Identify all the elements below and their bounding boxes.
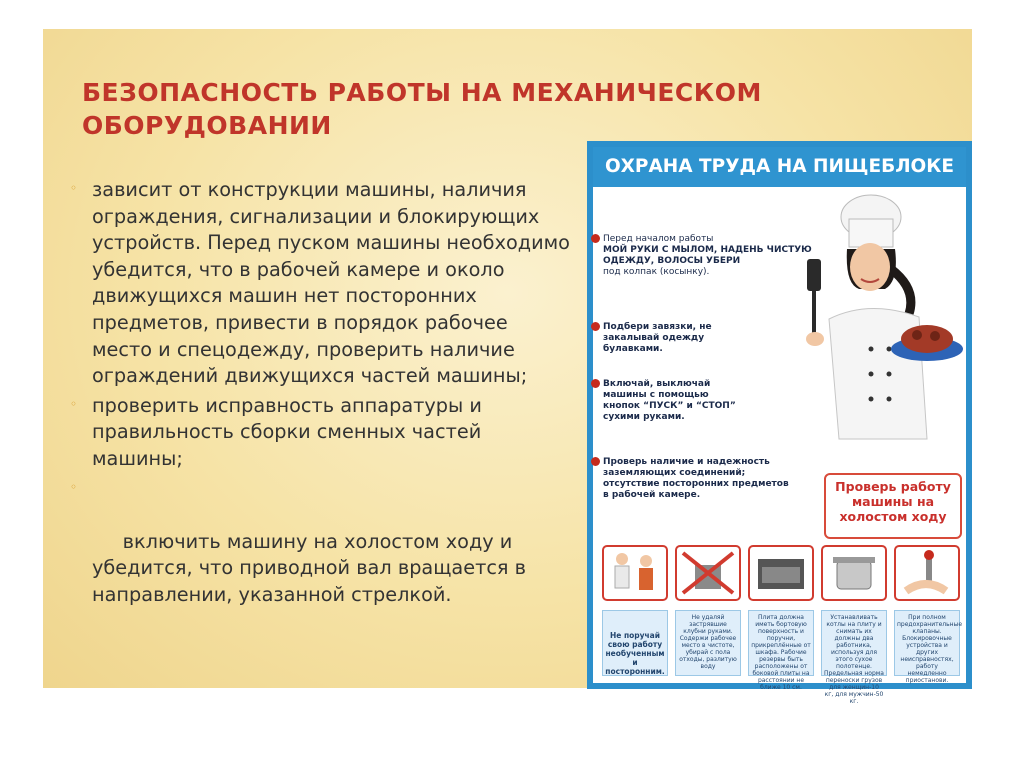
rule-bold: Проверь наличие и надежность заземляющих соединений; отсутствие посторонних предметов в рабочей камере. xyxy=(603,457,789,500)
poster-header: ОХРАНА ТРУДА НА ПИЩЕБЛОКЕ xyxy=(593,147,966,187)
bullet-marker: ◦ xyxy=(70,181,78,195)
rule-bold: Включай, выключай машины с помощью кнопок “ПУСК” и “СТОП” сухими руками. xyxy=(603,379,736,422)
poster-body xyxy=(593,147,966,705)
poster-rule xyxy=(603,379,743,423)
icon-prohibited xyxy=(675,545,741,601)
poster-card-row xyxy=(602,610,963,705)
safety-poster xyxy=(587,141,972,705)
rule-card: Плита должна иметь бортовую поверхность и поручни, прикреплённые от шкафа. Рабочие резервы быть расположены от боковой плиты на расстоянии не ближе 10 см. xyxy=(748,610,814,676)
poster-rule xyxy=(603,234,813,278)
tomato-icon xyxy=(591,234,600,243)
idle-check-note: Проверь работу машины на холостом ходу xyxy=(824,473,962,539)
bullet-list xyxy=(70,177,570,638)
poster-rule xyxy=(603,457,793,501)
rule-bold: МОЙ РУКИ С МЫЛОМ, НАДЕНЬ ЧИСТУЮ ОДЕЖДУ, ВОЛОСЫ УБЕРИ xyxy=(603,245,812,266)
bullet-item xyxy=(70,177,570,390)
rule-card: При полном предохранительные клапаны. Блокировочные устройства и других неисправностях, работу немедленно приостанови. xyxy=(894,610,960,676)
tomato-icon xyxy=(591,322,600,331)
poster-icon-row xyxy=(602,545,960,603)
bullet-item xyxy=(70,393,570,473)
icon-pot xyxy=(821,545,887,601)
poster-rule xyxy=(603,322,743,355)
bullet-marker: ◦ xyxy=(70,479,78,494)
bullet-marker: ◦ xyxy=(70,396,78,411)
rule-card: Устанавливать котлы на плиту и снимать их должны два работника, используя для этого сухое полотенце. Предельная норма переноски грузов для женщин-10 кг, для мужчин-50 кг. xyxy=(821,610,887,676)
chef-illustration xyxy=(799,189,969,469)
rule-tail: под колпак (косынку). xyxy=(603,267,710,277)
tomato-icon xyxy=(591,457,600,466)
tomato-icon xyxy=(591,379,600,388)
rule-card: Не удаляй застрявшие клубни руками. Содержи рабочее место в чистоте, убирай с пола отходы, разлитую воду xyxy=(675,610,741,676)
bullet-text: зависит от конструкции машины, наличия ограждения, сигнализации и блокирующих устройств. Перед пуском машины необходимо убедится, что в рабочей камере и около движущихся машин нет посторонних предметов, привести в порядок рабочее место и спецодежду, проверить наличие ограждений движущихся частей машины; xyxy=(92,178,570,388)
icon-valve xyxy=(894,545,960,601)
rule-card: Не поручай свою работу необученным и посторонним. xyxy=(602,610,668,676)
rule-lead: Перед началом работы xyxy=(603,234,714,244)
icon-stove xyxy=(748,545,814,601)
bullet-item xyxy=(70,476,570,636)
bullet-text: включить машину на холостом ходу и убедится, что приводной вал вращается в направлении, указанной стрелкой. xyxy=(92,529,533,606)
icon-workers xyxy=(602,545,668,601)
slide-title: БЕЗОПАСНОСТЬ РАБОТЫ НА МЕХАНИЧЕСКОМ ОБОРУДОВАНИИ xyxy=(82,78,762,140)
bullet-text: проверить исправность аппаратуры и правильность сборки сменных частей машины; xyxy=(92,393,482,470)
rule-bold: Подбери завязки, не закалывай одежду булавками. xyxy=(603,322,712,354)
